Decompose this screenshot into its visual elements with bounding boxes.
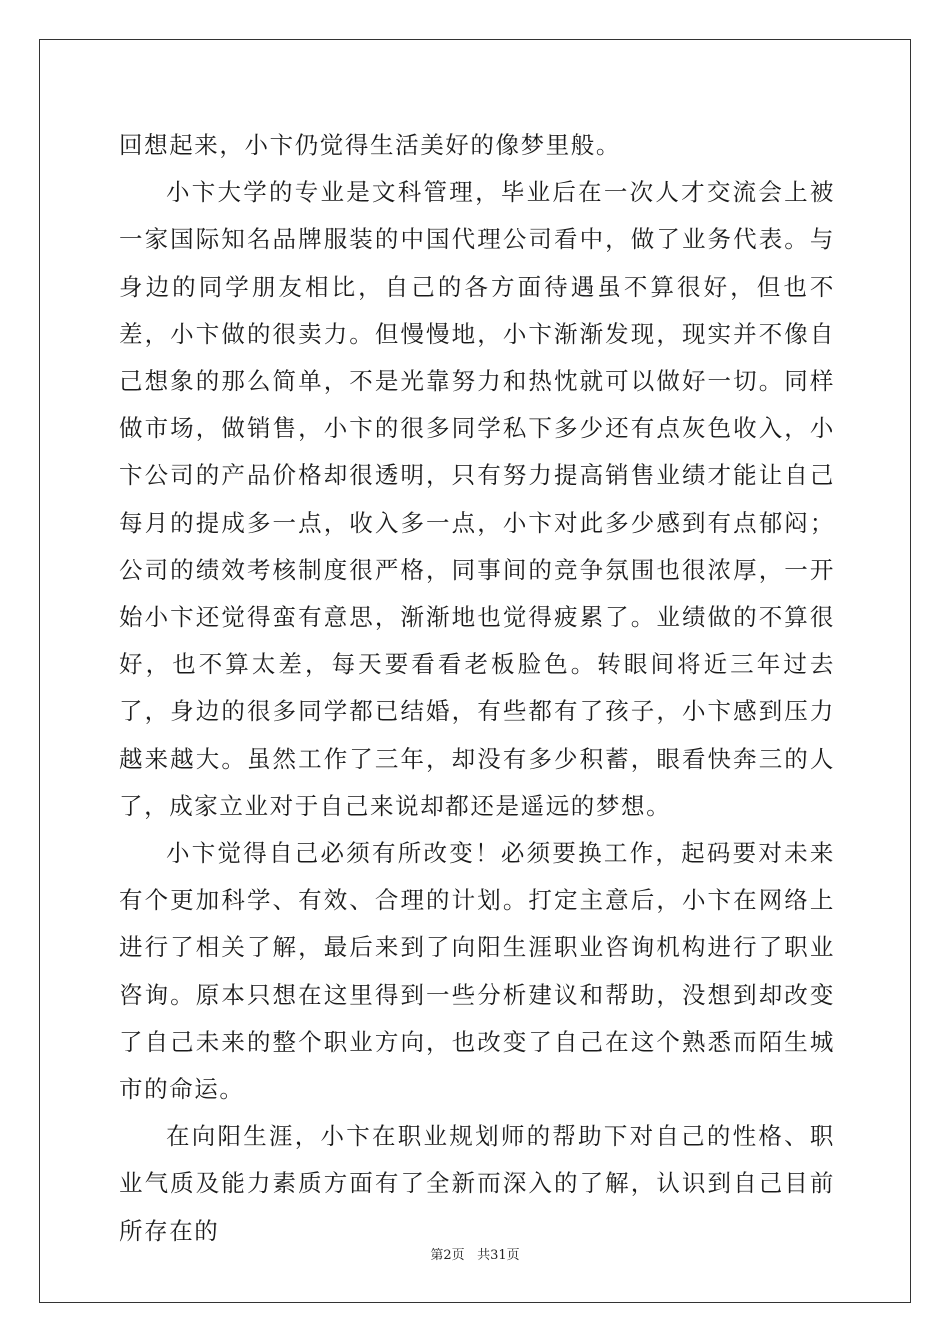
paragraph-2: 小卞大学的专业是文科管理，毕业后在一次人才交流会上被一家国际知名品牌服装的中国代理公司看中，做了业务代表。与身边的同学朋友相比，自己的各方面待遇虽不算很好，但也不差，小卞做的很卖力。但慢慢地，小卞渐渐发现，现实并不像自己想象的那么简单，不是光靠努力和热忱就可以做好一切。同样做市场，做销售，小卞的很多同学私下多少还有点灰色收入，小卞公司的产品价格却很透明，只有努力提高销售业绩才能让自己每月的提成多一点，收入多一点，小卞对此多少感到有点郁闷；公司的绩效考核制度很严格，同事间的竞争氛围也很浓厚，一开始小卞还觉得蛮有意思，渐渐地也觉得疲累了。业绩做的不算很好，也不算太差，每天要看看老板脸色。转眼间将近三年过去了，身边的很多同学都已结婚，有些都有了孩子，小卞感到压力越来越大。虽然工作了三年，却没有多少积蓄，眼看快奔三的人了，成家立业对于自己来说却都还是遥远的梦想。 (119, 178, 835, 820)
paragraph-1: 回想起来，小卞仍觉得生活美好的像梦里般。 (119, 131, 621, 159)
paragraph-3: 小卞觉得自己必须有所改变！必须要换工作，起码要对未来有个更加科学、有效、合理的计划。打定主意后，小卞在网络上进行了相关了解，最后来到了向阳生涯职业咨询机构进行了职业咨询。原本只想在这里得到一些分析建议和帮助，没想到却改变了自己未来的整个职业方向，也改变了自己在这个熟悉而陌生城市的命运。 (119, 839, 835, 1104)
page-total: 共31页 (477, 1248, 520, 1263)
paragraph-4: 在向阳生涯，小卞在职业规划师的帮助下对自己的性格、职业气质及能力素质方面有了全新而深入的了解，认识到自己目前所存在的 (119, 1122, 835, 1245)
page-number: 第2页 (430, 1248, 465, 1263)
document-body (119, 122, 835, 1255)
page-footer (0, 1247, 950, 1265)
